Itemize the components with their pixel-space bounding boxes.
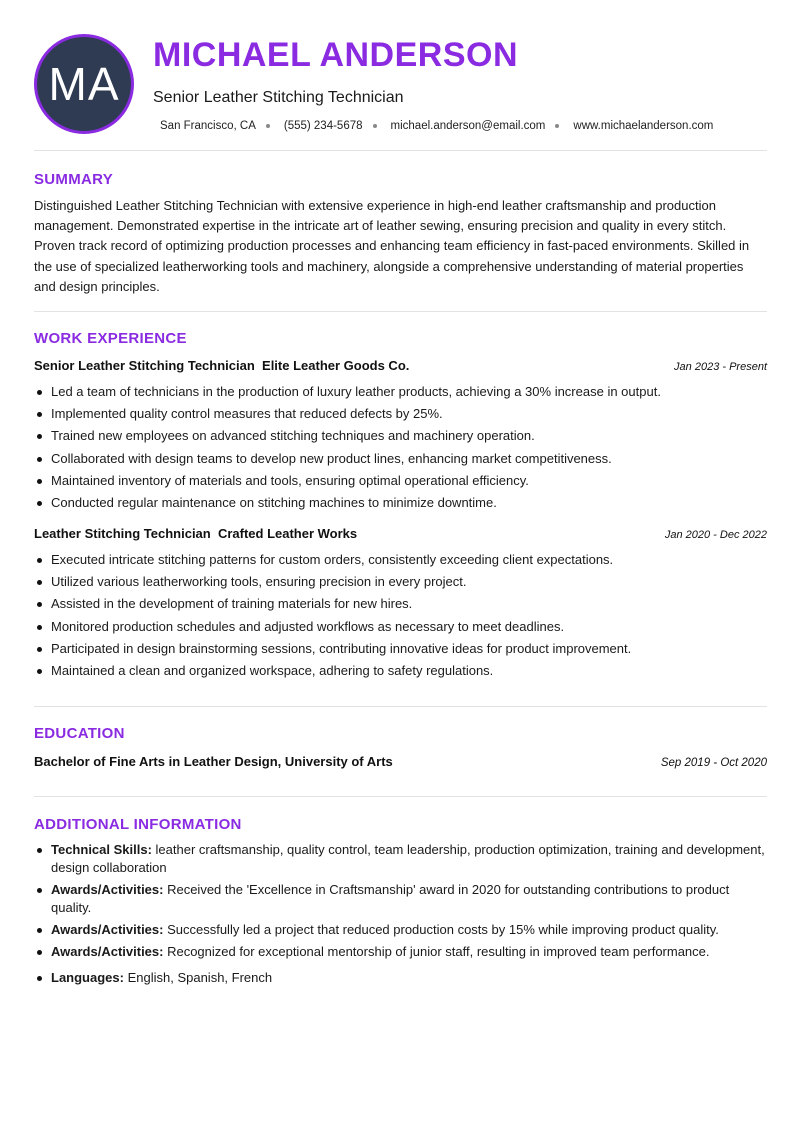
job-header <box>34 358 767 373</box>
education-heading: EDUCATION <box>34 725 125 742</box>
candidate-title: Senior Leather Stitching Technician <box>153 89 404 106</box>
separator-dot <box>373 124 377 128</box>
section-divider <box>34 150 767 151</box>
avatar <box>34 34 134 134</box>
job-bullets <box>34 549 767 682</box>
list-item <box>34 943 767 961</box>
list-item: Conducted regular maintenance on stitching machines to minimize downtime. <box>34 492 767 514</box>
summary-text: Distinguished Leather Stitching Technician with extensive experience in high-end leather craftsmanship and production management. Demonstrated expertise in the intricate art of leather sewing, ensuring precision and quality in every stitch. Proven track record of optimizing production processes and enhancing team efficiency in fast-paced environments. Skilled in the use of specialized leatherworking tools and machinery, alongside a comprehensive understanding of material properties and design principles. <box>34 198 750 294</box>
list-item: Assisted in the development of training materials for new hires. <box>34 593 767 615</box>
list-item: Trained new employees on advanced stitching techniques and machinery operation. <box>34 425 767 447</box>
section-divider <box>34 706 767 707</box>
section-divider <box>34 796 767 797</box>
summary-heading: SUMMARY <box>34 171 114 188</box>
list-item <box>34 841 767 877</box>
additional-heading: ADDITIONAL INFORMATION <box>34 816 242 833</box>
job-date: Jan 2020 - Dec 2022 <box>664 529 767 541</box>
list-item <box>34 881 767 917</box>
contact-bar <box>160 120 713 132</box>
job-bullets <box>34 381 767 514</box>
list-item <box>34 921 767 939</box>
job-role: Senior Leather Stitching Technician Elite Leather Goods Co. <box>34 358 410 373</box>
list-item: Led a team of technicians in the production of luxury leather products, achieving a 30% increase in output. <box>34 381 767 403</box>
list-item <box>34 969 767 987</box>
experience-heading: WORK EXPERIENCE <box>34 330 187 347</box>
contact-email[interactable]: michael.anderson@email.com <box>390 120 546 132</box>
candidate-name: MICHAEL ANDERSON <box>153 36 519 74</box>
list-item: Executed intricate stitching patterns for custom orders, consistently exceeding client expectations. <box>34 549 767 571</box>
info-text: Recognized for exceptional mentorship of junior staff, resulting in improved team performance. <box>163 944 710 959</box>
contact-location: San Francisco, CA <box>160 120 256 132</box>
info-text: Successfully led a project that reduced production costs by 15% while improving product quality. <box>163 922 719 937</box>
separator-dot <box>555 124 559 128</box>
education-degree: Bachelor of Fine Arts in Leather Design, University of Arts <box>34 754 393 769</box>
list-item: Monitored production schedules and adjusted workflows as necessary to meet deadlines. <box>34 616 767 638</box>
list-item: Utilized various leatherworking tools, ensuring precision in every project. <box>34 571 767 593</box>
education-date: Sep 2019 - Oct 2020 <box>660 757 767 769</box>
info-label: Technical Skills: <box>51 842 152 857</box>
separator-dot <box>266 124 270 128</box>
list-item: Maintained inventory of materials and tools, ensuring optimal operational efficiency. <box>34 470 767 492</box>
list-item: Participated in design brainstorming sessions, contributing innovative ideas for product improvement. <box>34 638 767 660</box>
list-item: Collaborated with design teams to develop new product lines, enhancing market competitiveness. <box>34 448 767 470</box>
info-text: leather craftsmanship, quality control, team leadership, production optimization, training and development, design collaboration <box>51 842 765 875</box>
section-divider <box>34 311 767 312</box>
job-date: Jan 2023 - Present <box>674 361 767 373</box>
job-role: Leather Stitching Technician Crafted Leather Works <box>34 526 358 541</box>
list-item: Maintained a clean and organized workspace, adhering to safety regulations. <box>34 660 767 682</box>
additional-list <box>34 841 767 991</box>
contact-website[interactable]: www.michaelanderson.com <box>573 120 714 132</box>
info-text: English, Spanish, French <box>123 970 273 985</box>
education-entry <box>34 754 767 769</box>
info-text: Received the 'Excellence in Craftsmanship' award in 2020 for outstanding contributions to product quality. <box>51 882 730 915</box>
avatar-initials: MA <box>48 58 120 110</box>
info-label: Languages: <box>51 970 124 985</box>
contact-phone: (555) 234-5678 <box>283 120 363 132</box>
list-item: Implemented quality control measures that reduced defects by 25%. <box>34 403 767 425</box>
info-label: Awards/Activities: <box>51 882 164 897</box>
info-label: Awards/Activities: <box>51 922 164 937</box>
job-header <box>34 526 767 541</box>
info-label: Awards/Activities: <box>51 944 164 959</box>
